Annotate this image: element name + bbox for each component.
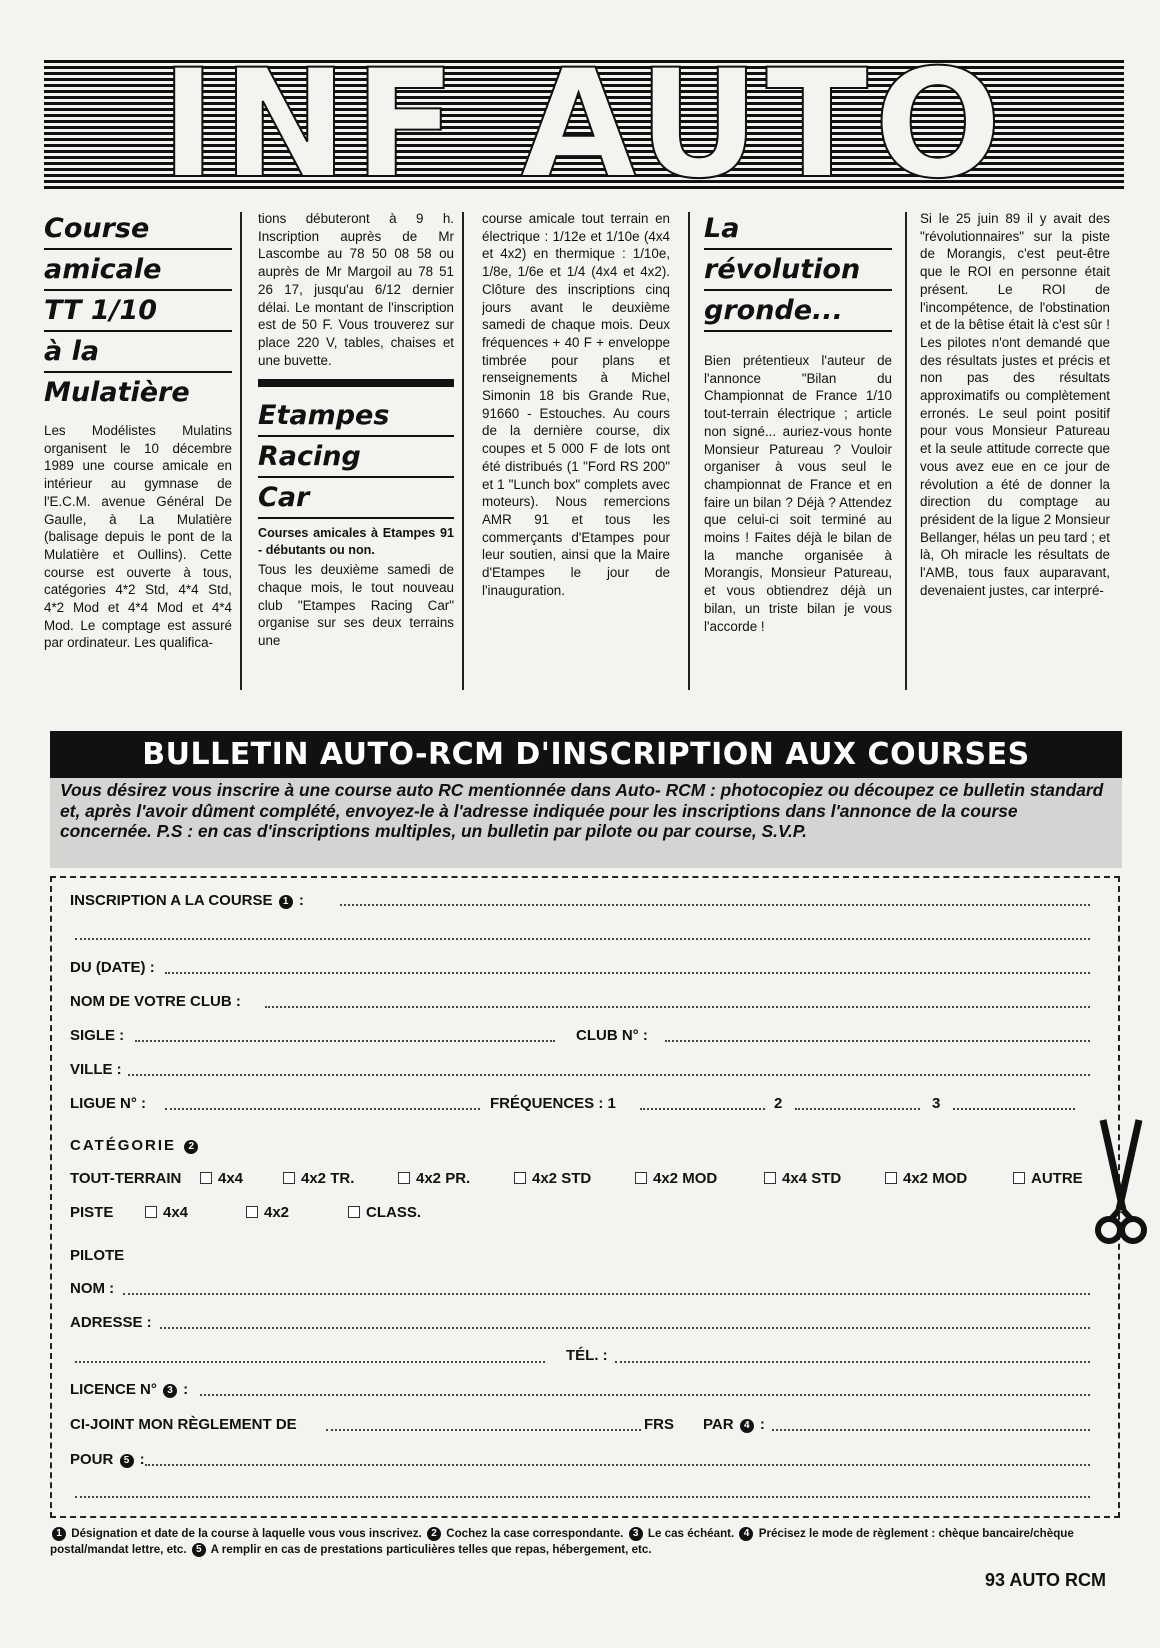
article-subhead: Courses amicales à Etampes 91 - débutants ou non. <box>258 526 454 558</box>
inscription-input-line2[interactable] <box>75 938 1090 940</box>
checkbox-label: CLASS. <box>366 1204 422 1221</box>
field-categorie <box>70 1136 200 1156</box>
checkbox-box[interactable] <box>283 1172 295 1184</box>
footnote-marker: 4 <box>739 1527 753 1541</box>
footnote-marker: 1 <box>279 895 293 909</box>
field-pour: POUR 5 : <box>70 1451 145 1468</box>
scissors-icon <box>1093 1118 1149 1258</box>
checkbox-label: 4x2 MOD <box>903 1170 968 1187</box>
checkbox-box[interactable] <box>635 1172 647 1184</box>
checkbox-box[interactable] <box>200 1172 212 1184</box>
checkbox-label: 4x2 <box>264 1204 290 1221</box>
footnotes <box>50 1526 1122 1558</box>
checkbox-label: 4x2 STD <box>532 1170 592 1187</box>
reglement-input[interactable] <box>326 1429 641 1431</box>
footnote-marker: 4 <box>740 1419 754 1433</box>
field-frequences-label: FRÉQUENCES : 1 <box>490 1095 616 1112</box>
ville-input[interactable] <box>128 1074 1090 1076</box>
footnote-marker: 5 <box>192 1543 206 1557</box>
checkbox-tt-4x4[interactable] <box>200 1169 243 1189</box>
article-body: Les Modélistes Mulatins organisent le 10 décembre 1989 une course amicale en intérieur au gymnase de l'E.C.M. avenue Général De Gaulle, à La Mulatière (balisage depuis le pont de la Mulatière et Oullins). Cette course est ouverte à tous, catégories 4*2 Std, 4*4 Std, 4*2 Mod et 4*4 Mod et 4*4 Mod. Le comptage est assuré par ordinateur. Les qualifica- <box>44 423 232 651</box>
frequence-3-label: 3 <box>932 1095 941 1112</box>
column-rule <box>240 212 242 690</box>
checkbox-label: 4x2 MOD <box>653 1170 718 1187</box>
footnote-marker: 2 <box>184 1140 198 1154</box>
checkbox-box[interactable] <box>514 1172 526 1184</box>
footnote-1: Désignation et date de la course à laquelle vous vous inscrivez. <box>71 1527 422 1540</box>
footnote-2: Cochez la case correspondante. <box>446 1527 624 1540</box>
field-club-name-label: NOM DE VOTRE CLUB : <box>70 993 241 1010</box>
checkbox-piste-4x2[interactable] <box>246 1203 289 1223</box>
column-rule <box>462 212 464 690</box>
checkbox-tt-autre[interactable] <box>1013 1169 1083 1189</box>
column-rule <box>688 212 690 690</box>
footnote-marker: 3 <box>163 1384 177 1398</box>
adresse-input[interactable] <box>160 1327 1090 1329</box>
headline-line: gronde... <box>704 292 892 332</box>
field-date-label: DU (DATE) : <box>70 959 155 976</box>
checkbox-tt-4x2-mod[interactable] <box>635 1169 717 1189</box>
headline-line: TT 1/10 <box>44 292 232 332</box>
bulletin-intro: Vous désirez vous inscrire à une course auto RC mentionnée dans Auto- RCM : photocopiez ou découpez ce bulletin standard et, après l'avoir dûment complété, envoyez-le à l'adresse indiquée pour les inscriptions dans l'annonce de la course concernée. P.S : en cas d'inscriptions multiples, un bulletin par pilote ou par course, S.V.P. <box>50 778 1122 868</box>
footnote-3: Le cas échéant. <box>647 1527 735 1540</box>
article-headline <box>44 210 232 412</box>
headline-line: Racing <box>258 438 454 478</box>
article-body: Si le 25 juin 89 il y avait des "révolutionnaires" sur la piste de Morangis, c'est peut-être que le ROI en personne était présent. Le ROI de l'incompétence, de l'obstination et de la bêtise était là c'est sûr ! Les pilotes n'ont demandé que des résultats justes et précis et non pas des résultats approximatifs ou complètement erronés. Le seul point positif pour vous Monsieur Patureau et la seule attitude correcte que vous avez eue en ce jour de révolution a été de donner la direction du comptage au président de la ligue 2 Monsieur Bellanger, hélas un peu tard ; et là, Oh miracle les résultats de l'AMB, tous faux auparavant, devenaient justes, car interpré- <box>920 211 1110 598</box>
field-label: POUR <box>70 1451 114 1468</box>
ligue-input[interactable] <box>165 1108 480 1110</box>
club-no-input[interactable] <box>665 1040 1090 1042</box>
headline-line: à la <box>44 333 232 373</box>
page-footer: 93 AUTO RCM <box>985 1570 1107 1590</box>
checkbox-box[interactable] <box>145 1206 157 1218</box>
masthead-title: INF AUTO <box>160 38 1008 212</box>
field-tout-terrain-label: TOUT-TERRAIN <box>70 1170 182 1187</box>
frequence-1-input[interactable] <box>640 1108 765 1110</box>
bulletin-title: BULLETIN AUTO-RCM D'INSCRIPTION AUX COURSES <box>50 731 1122 778</box>
headline-line: Car <box>258 479 454 519</box>
footnote-4: Précisez le mode de règlement : chèque bancaire/chèque postal/mandat lettre, etc. <box>50 1527 1074 1556</box>
field-ligue-label: LIGUE N° : <box>70 1095 146 1112</box>
footnote-marker: 1 <box>52 1527 66 1541</box>
masthead <box>44 38 1124 212</box>
footnote-marker: 3 <box>629 1527 643 1541</box>
field-pilote-label: PILOTE <box>70 1247 125 1264</box>
checkbox-label: 4x2 PR. <box>416 1170 471 1187</box>
footnote-marker: 2 <box>427 1527 441 1541</box>
headline-line: amicale <box>44 251 232 291</box>
pour-input[interactable] <box>145 1464 1090 1466</box>
frequence-2-label: 2 <box>774 1095 783 1112</box>
article-course-amicale <box>44 210 232 690</box>
article-body: Bien prétentieux l'auteur de l'annonce "Bilan du Championnat de France 1/10 tout-terrain électrique ; article non signé... auriez-vous honte Monsieur Patureau ? Vouloir organiser à vous seul le championnat de France et en faire un bilan ? Déjà ? Attendez que celui-ci soit terminé au moins ! Faites déjà le bilan de la manche organisée à Morangis, Monsieur Patureau, et vous obtiendrez déjà un bilan, un triste bilan je vous l'accorde ! <box>704 353 892 634</box>
pour-input-line2[interactable] <box>75 1496 1090 1498</box>
field-adresse-label: ADRESSE : <box>70 1314 152 1331</box>
inscription-input[interactable] <box>340 904 1090 906</box>
licence-input[interactable] <box>200 1394 1090 1396</box>
checkbox-label: 4x4 STD <box>782 1170 842 1187</box>
nom-input[interactable] <box>123 1293 1090 1295</box>
checkbox-tt-4x4-std[interactable] <box>764 1169 841 1189</box>
field-label: INSCRIPTION A LA COURSE <box>70 892 273 909</box>
field-inscription: INSCRIPTION A LA COURSE 1 : <box>70 892 304 909</box>
field-sigle-label: SIGLE : <box>70 1027 125 1044</box>
article-headline <box>704 210 892 332</box>
adresse-input-line2[interactable] <box>75 1361 545 1363</box>
checkbox-box[interactable] <box>1013 1172 1025 1184</box>
checkbox-tt-4x2-mod-2[interactable] <box>885 1169 967 1189</box>
checkbox-label: 4x4 <box>163 1204 189 1221</box>
footnote-5: A remplir en cas de prestations particulières telles que repas, hébergement, etc. <box>210 1543 652 1556</box>
headline-line: Etampes <box>258 397 454 437</box>
par-input[interactable] <box>772 1429 1090 1431</box>
article-body: course amicale tout terrain en électrique : 1/12e et 1/10e (4x4 et 4x2) en thermique : 1/10e, 1/8e, 1/6e et 1/4 (4x4 et 4x2). Clôture des inscriptions cinq jours avant le deuxième samedi de chaque mois. Deux fréquences + 40 F + enveloppe timbrée pour plans et renseignements à Michel Simonin 18 bis Grande Rue, 91660 - Estouches. Au cours de la dernière course, dix coupes et 5 000 F de lots ont été distribués (1 "Ford RS 200" et 1 "Lunch box" complets avec moteurs). Nous remercions AMR 91 et tous les commerçants d'Etampes pour leur soutien, ainsi que la Maire d'Etampes le jour de l'inauguration. <box>482 211 670 598</box>
checkbox-label: 4x2 TR. <box>301 1170 355 1187</box>
headline-line: La <box>704 210 892 250</box>
checkbox-tt-4x2-tr[interactable] <box>283 1169 354 1189</box>
article-column-5 <box>920 210 1110 690</box>
frs-label: FRS <box>644 1416 674 1433</box>
sigle-input[interactable] <box>135 1040 555 1042</box>
field-ville-label: VILLE : <box>70 1061 122 1078</box>
field-club-no-label: CLUB N° : <box>576 1027 648 1044</box>
field-nom-label: NOM : <box>70 1280 115 1297</box>
field-licence: LICENCE N° 3 : <box>70 1381 189 1398</box>
tel-input[interactable] <box>615 1361 1090 1363</box>
field-label: LICENCE N° <box>70 1381 157 1398</box>
checkbox-piste-class[interactable] <box>348 1203 421 1223</box>
checkbox-label: AUTRE <box>1031 1170 1083 1187</box>
headline-line: Course <box>44 210 232 250</box>
field-par: PAR 4 : <box>703 1416 765 1433</box>
article-body: tions débuteront à 9 h. Inscription auprès de Mr Lascombe au 78 50 08 58 ou auprès de Mr Margoil au 78 51 26 17, jusqu'au 6/12 dernier délai. Le montant de l'inscription est de 50 F. Vous trouverez sur place 220 V, tables, chaises et une buvette. <box>258 211 454 368</box>
article-headline <box>258 397 454 519</box>
headline-line: révolution <box>704 251 892 291</box>
date-input[interactable] <box>165 972 1090 974</box>
checkbox-tt-4x2-pr[interactable] <box>398 1169 470 1189</box>
article-column-3 <box>482 210 670 690</box>
checkbox-tt-4x2-std[interactable] <box>514 1169 591 1189</box>
article-revolution-gronde <box>704 210 892 690</box>
frequence-3-input[interactable] <box>953 1108 1075 1110</box>
article-body: Tous les deuxième samedi de chaque mois, le tout nouveau club "Etampes Racing Car" organise sur ses deux terrains une <box>258 562 454 649</box>
checkbox-box[interactable] <box>246 1206 258 1218</box>
frequence-2-input[interactable] <box>795 1108 920 1110</box>
checkbox-box[interactable] <box>348 1206 360 1218</box>
checkbox-box[interactable] <box>885 1172 897 1184</box>
section-divider <box>258 379 454 387</box>
checkbox-box[interactable] <box>398 1172 410 1184</box>
checkbox-piste-4x4[interactable] <box>145 1203 188 1223</box>
field-label: PAR <box>703 1416 734 1433</box>
field-reglement-label: CI-JOINT MON RÈGLEMENT DE <box>70 1416 297 1433</box>
field-label: CATÉGORIE <box>70 1137 177 1154</box>
club-name-input[interactable] <box>265 1006 1090 1008</box>
column-rule <box>905 212 907 690</box>
checkbox-label: 4x4 <box>218 1170 244 1187</box>
footnote-marker: 5 <box>120 1454 134 1468</box>
field-piste-label: PISTE <box>70 1204 114 1221</box>
field-tel-label: TÉL. : <box>566 1347 608 1364</box>
headline-line: Mulatière <box>44 377 190 408</box>
article-column-2 <box>258 210 454 690</box>
checkbox-box[interactable] <box>764 1172 776 1184</box>
